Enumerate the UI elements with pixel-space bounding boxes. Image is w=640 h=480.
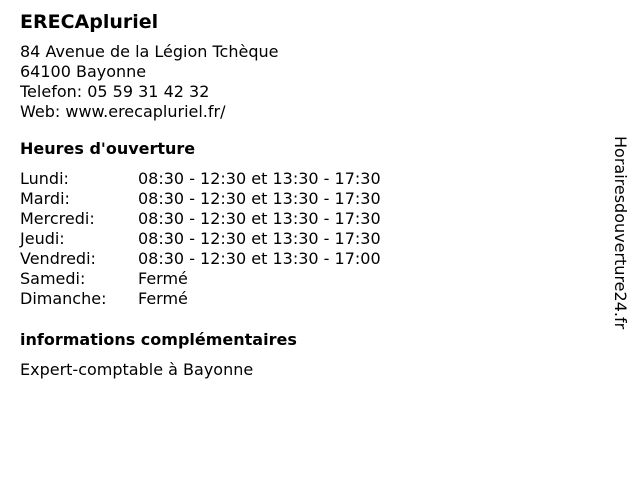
hours-row-thursday — [20, 229, 590, 249]
hours-table — [20, 169, 590, 309]
business-name: ERECApluriel — [20, 11, 159, 33]
hours-row-wednesday — [20, 209, 590, 229]
hours-day: Mardi: — [20, 189, 70, 208]
hours-day: Lundi: — [20, 169, 69, 188]
info-description: Expert-comptable à Bayonne — [20, 360, 254, 379]
street-address: 84 Avenue de la Légion Tchèque — [20, 42, 279, 61]
hours-time: 08:30 - 12:30 et 13:30 - 17:30 — [138, 169, 381, 188]
hours-day: Dimanche: — [20, 289, 107, 308]
address-block — [20, 42, 590, 122]
hours-row-sunday — [20, 289, 590, 309]
phone-number: Telefon: 05 59 31 42 32 — [20, 82, 210, 101]
hours-row-tuesday — [20, 189, 590, 209]
hours-time: 08:30 - 12:30 et 13:30 - 17:30 — [138, 209, 381, 228]
postal-city: 64100 Bayonne — [20, 62, 147, 81]
hours-time: Fermé — [138, 289, 188, 308]
hours-row-saturday — [20, 269, 590, 289]
website: Web: www.erecapluriel.fr/ — [20, 102, 226, 121]
business-card — [20, 10, 590, 380]
hours-day: Mercredi: — [20, 209, 95, 228]
site-watermark: Horairesdouverture24.fr — [611, 136, 630, 330]
info-heading: informations complémentaires — [20, 330, 297, 349]
hours-day: Jeudi: — [20, 229, 65, 248]
hours-row-monday — [20, 169, 590, 189]
hours-day: Vendredi: — [20, 249, 96, 268]
hours-time: 08:30 - 12:30 et 13:30 - 17:30 — [138, 229, 381, 248]
hours-heading: Heures d'ouverture — [20, 139, 196, 158]
hours-time: Fermé — [138, 269, 188, 288]
hours-time: 08:30 - 12:30 et 13:30 - 17:00 — [138, 249, 381, 268]
hours-time: 08:30 - 12:30 et 13:30 - 17:30 — [138, 189, 381, 208]
hours-day: Samedi: — [20, 269, 86, 288]
hours-row-friday — [20, 249, 590, 269]
